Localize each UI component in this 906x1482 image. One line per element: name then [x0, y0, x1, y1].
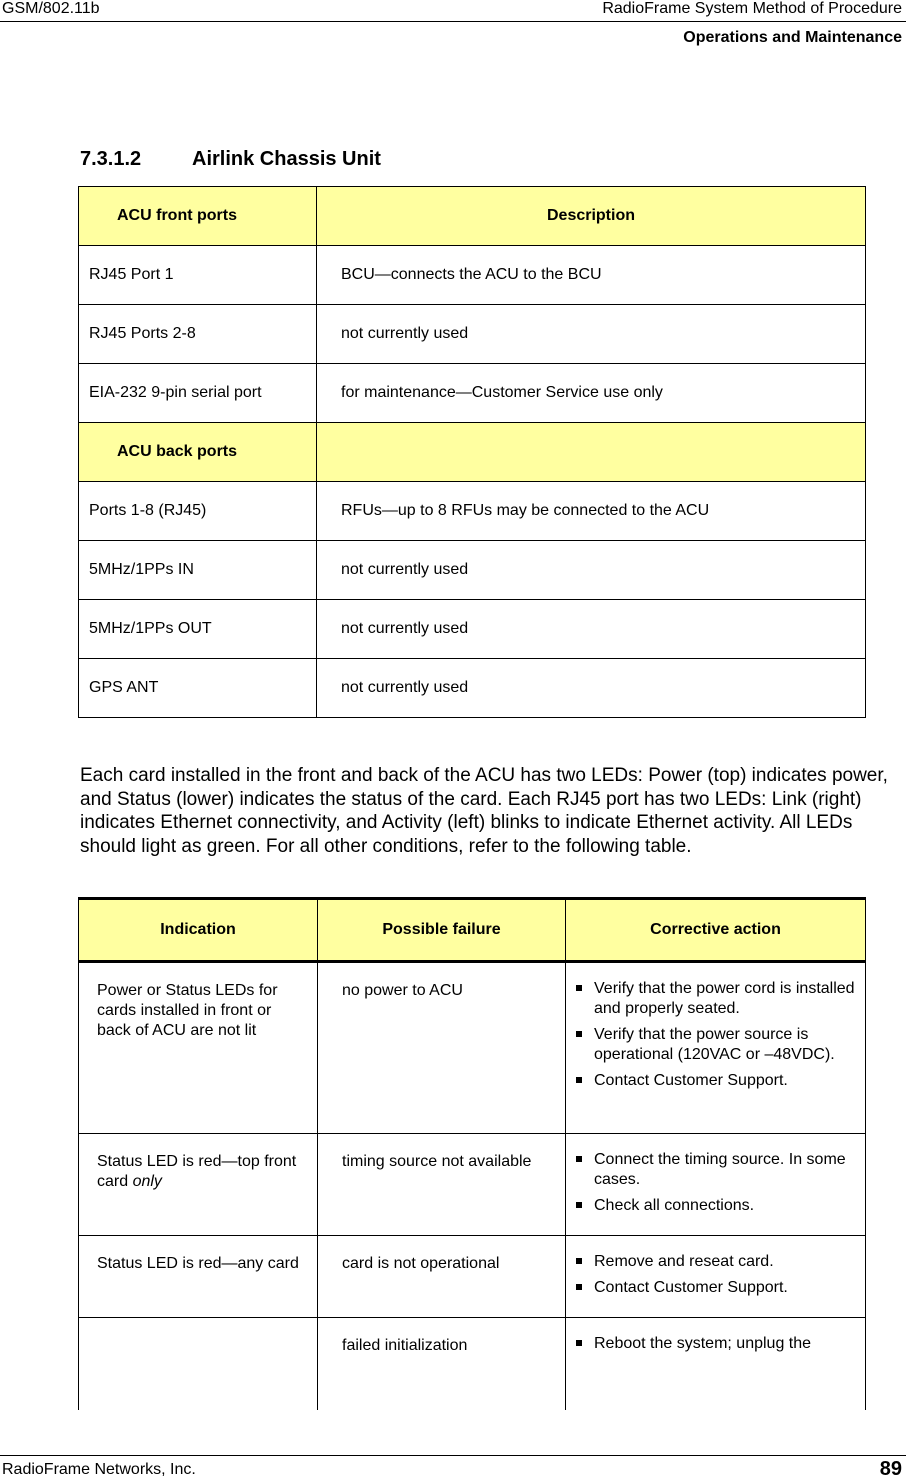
action-item: Verify that the power cord is installed and properly seated. [576, 979, 855, 1019]
description-cell: RFUs—up to 8 RFUs may be connected to the ACU [317, 482, 866, 541]
bullet-icon [576, 985, 582, 991]
failure-cell: no power to ACU [318, 962, 566, 1134]
back-ports-header-row [79, 423, 866, 482]
port-cell: GPS ANT [79, 659, 317, 718]
bullet-icon [576, 1340, 582, 1346]
bullet-icon [576, 1156, 582, 1162]
bullet-icon [576, 1077, 582, 1083]
failure-header: Possible failure [318, 899, 566, 962]
description-cell: not currently used [317, 600, 866, 659]
page-number: 89 [879, 1458, 902, 1480]
port-cell: RJ45 Ports 2-8 [79, 305, 317, 364]
action-item: Check all connections. [576, 1196, 855, 1216]
action-cell [566, 1134, 866, 1236]
action-item: Contact Customer Support. [576, 1278, 855, 1298]
table-row [79, 482, 866, 541]
header-subtitle: Operations and Maintenance [683, 29, 902, 46]
section-heading [80, 148, 381, 171]
section-number: 7.3.1.2 [80, 148, 142, 170]
led-table-header-row [79, 899, 866, 962]
bullet-icon [576, 1202, 582, 1208]
description-header: Description [317, 187, 866, 246]
section-title: Airlink Chassis Unit [192, 148, 381, 170]
description-cell: not currently used [317, 659, 866, 718]
ports-table-header-row [79, 187, 866, 246]
indication-cell: Status LED is red—any card [79, 1236, 318, 1318]
action-item: Verify that the power source is operational (120VAC or –48VDC). [576, 1025, 855, 1065]
table-row [79, 1134, 866, 1236]
header-rule [0, 21, 906, 22]
front-ports-header: ACU front ports [79, 187, 317, 246]
led-table [78, 897, 866, 1410]
table-row [79, 305, 866, 364]
emphasis-text: only [132, 1173, 162, 1190]
description-cell: not currently used [317, 305, 866, 364]
indication-cell: Power or Status LEDs for cards installed in front or back of ACU are not lit [79, 962, 318, 1134]
ports-table [78, 186, 866, 718]
table-row [79, 600, 866, 659]
action-item: Contact Customer Support. [576, 1071, 855, 1091]
description-cell: BCU—connects the ACU to the BCU [317, 246, 866, 305]
footer-rule [0, 1455, 906, 1456]
port-cell: 5MHz/1PPs OUT [79, 600, 317, 659]
action-header: Corrective action [566, 899, 866, 962]
action-cell [566, 962, 866, 1134]
bullet-icon [576, 1258, 582, 1264]
action-item: Reboot the system; unplug the [576, 1334, 855, 1354]
header-left: GSM/802.11b [2, 0, 100, 17]
indication-cell: Status LED is red—top front card only [79, 1134, 318, 1236]
table-row [79, 962, 866, 1134]
action-cell [566, 1318, 866, 1411]
description-cell: not currently used [317, 541, 866, 600]
table-row [79, 1236, 866, 1318]
indication-header: Indication [79, 899, 318, 962]
led-description-paragraph: Each card installed in the front and back of the ACU has two LEDs: Power (top) indicates power, and Status (lower) indicates the status of the card. Each RJ45 port has two LEDs: Link (right) indicates Ethernet connectivity, and Activity (left) blinks to indicate Ethernet activity. All LEDs should light as green. For all other conditions, refer to the following table. [80, 765, 888, 857]
action-cell [566, 1236, 866, 1318]
back-ports-header-empty [317, 423, 866, 482]
port-cell: RJ45 Port 1 [79, 246, 317, 305]
table-row [79, 364, 866, 423]
failure-cell: failed initialization [318, 1318, 566, 1411]
table-row [79, 541, 866, 600]
indication-cell [79, 1318, 318, 1411]
failure-cell: card is not operational [318, 1236, 566, 1318]
port-cell: Ports 1-8 (RJ45) [79, 482, 317, 541]
action-item: Connect the timing source. In some cases. [576, 1150, 855, 1190]
header-right: RadioFrame System Method of Procedure [602, 0, 902, 17]
failure-cell: timing source not available [318, 1134, 566, 1236]
table-row [79, 659, 866, 718]
bullet-icon [576, 1031, 582, 1037]
port-cell: 5MHz/1PPs IN [79, 541, 317, 600]
action-item: Remove and reseat card. [576, 1252, 855, 1272]
back-ports-header: ACU back ports [79, 423, 317, 482]
table-row [79, 246, 866, 305]
description-cell: for maintenance—Customer Service use only [317, 364, 866, 423]
port-cell: EIA-232 9-pin serial port [79, 364, 317, 423]
footer-company: RadioFrame Networks, Inc. [2, 1461, 196, 1478]
bullet-icon [576, 1284, 582, 1290]
table-row [79, 1318, 866, 1411]
